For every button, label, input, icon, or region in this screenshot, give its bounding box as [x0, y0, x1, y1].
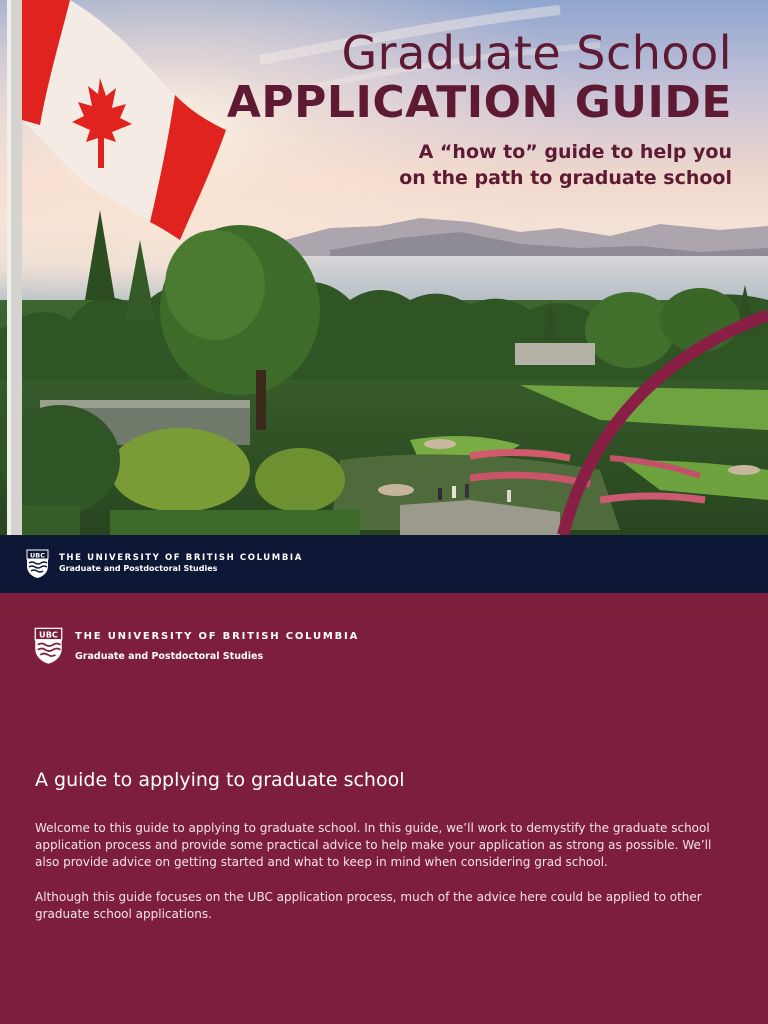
intro-paragraph-1: Welcome to this guide to applying to graduate school. In this guide, we’ll work to demystify the graduate school application process and provide some practical advice to help make your application as strong as possible. We’ll also provide advice on getting started and what to keep in mind when considering grad school.: [35, 821, 712, 869]
intro-paragraph-2: Although this guide focuses on the UBC application process, much of the advice here could be applied to other graduate school applications.: [35, 890, 702, 921]
cover-subtitle: [227, 140, 732, 191]
ubc-logo-text: UBC: [29, 551, 46, 560]
body-logo-row: [34, 627, 359, 665]
cover-subtitle-line-1: A “how to” guide to help you: [418, 141, 732, 164]
ubc-shield-logo-icon: [26, 549, 49, 579]
band-university-name: THE UNIVERSITY OF BRITISH COLUMBIA: [59, 552, 303, 563]
ubc-logo-text: UBC: [39, 629, 58, 640]
band-department-name: Graduate and Postdoctoral Studies: [59, 563, 218, 573]
body-university-name: THE UNIVERSITY OF BRITISH COLUMBIA: [75, 631, 360, 642]
body-department-name: Graduate and Postdoctoral Studies: [75, 651, 264, 662]
university-band: [0, 535, 768, 593]
cover-title-block: [226, 26, 732, 191]
section-heading: A guide to applying to graduate school: [35, 769, 405, 791]
intro-section: [0, 593, 768, 1024]
band-text: [59, 553, 303, 576]
cover-subtitle-line-2: on the path to graduate school: [399, 166, 732, 189]
cover-title-line-2: APPLICATION GUIDE: [226, 77, 732, 128]
body-logo-text: [75, 631, 359, 662]
cover-title-line-1: Graduate School: [341, 26, 732, 80]
ubc-shield-logo-icon: [34, 627, 63, 665]
